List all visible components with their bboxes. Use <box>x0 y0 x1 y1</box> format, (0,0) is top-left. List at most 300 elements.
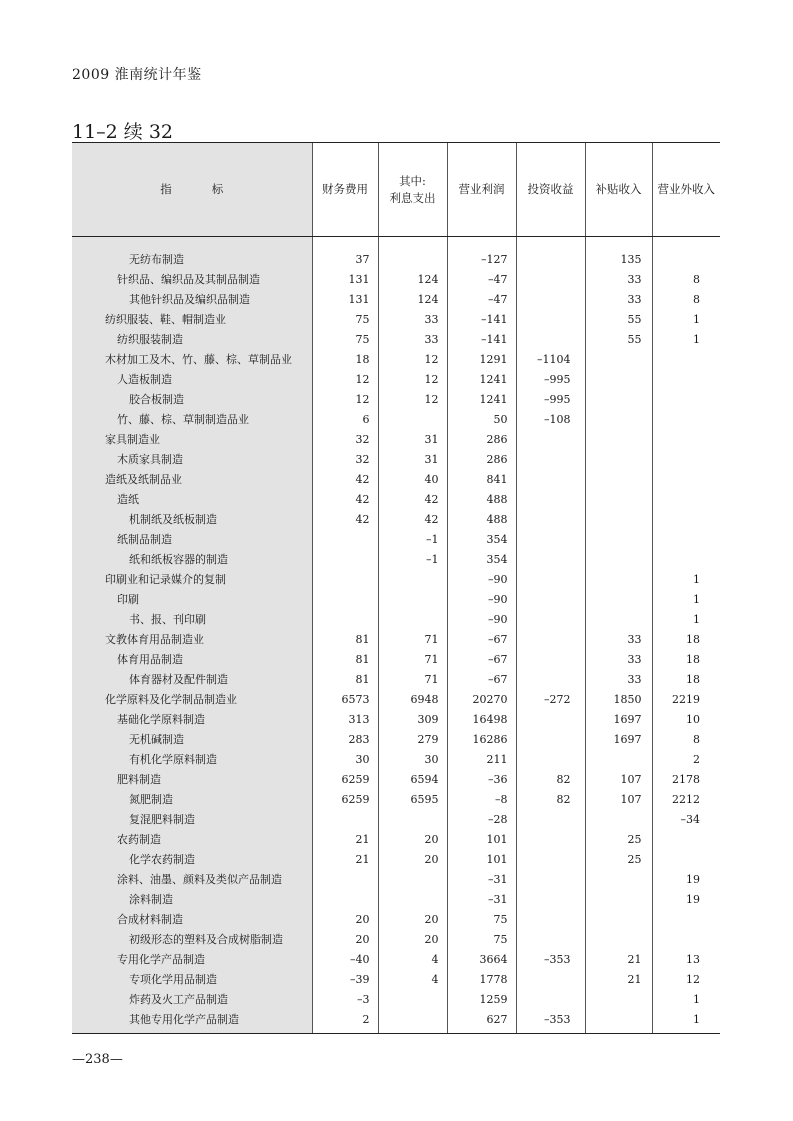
row-value-cell <box>516 809 585 829</box>
row-value-cell: 286 <box>447 429 516 449</box>
row-value-cell: 75 <box>312 329 378 349</box>
row-value-cell: 21 <box>585 969 652 989</box>
row-value-cell: 2212 <box>652 789 720 809</box>
row-value-cell: 13 <box>652 949 720 969</box>
row-value-cell: 71 <box>378 649 447 669</box>
table-row <box>72 809 720 829</box>
row-value-cell: 841 <box>447 469 516 489</box>
row-value-cell: 1778 <box>447 969 516 989</box>
row-value-cell: 20 <box>312 929 378 949</box>
row-value-cell <box>516 969 585 989</box>
row-value-cell: 21 <box>312 829 378 849</box>
row-value-cell <box>585 569 652 589</box>
row-indicator-cell <box>72 769 312 789</box>
row-value-cell <box>585 889 652 909</box>
row-value-cell <box>652 549 720 569</box>
table-row <box>72 789 720 809</box>
row-value-cell <box>585 369 652 389</box>
row-value-cell: 20 <box>378 829 447 849</box>
row-indicator-name: 书、报、刊印刷 <box>129 613 206 626</box>
row-indicator-cell <box>72 569 312 589</box>
row-value-cell <box>516 489 585 509</box>
row-value-cell: –3 <box>312 989 378 1009</box>
row-value-cell <box>378 589 447 609</box>
row-indicator-name: 涂料、油墨、颜料及类似产品制造 <box>117 873 282 886</box>
row-value-cell: 42 <box>378 489 447 509</box>
row-value-cell: –67 <box>447 629 516 649</box>
row-value-cell <box>652 909 720 929</box>
row-value-cell <box>585 389 652 409</box>
table-row <box>72 369 720 389</box>
row-value-cell: 283 <box>312 729 378 749</box>
row-value-cell <box>652 929 720 949</box>
row-indicator-name: 印刷业和记录媒介的复制 <box>105 573 226 586</box>
table-row <box>72 989 720 1009</box>
row-value-cell: 6595 <box>378 789 447 809</box>
table-title: 11–2 续 32 <box>72 121 174 143</box>
row-value-cell: 107 <box>585 789 652 809</box>
table-row <box>72 729 720 749</box>
row-value-cell: 2178 <box>652 769 720 789</box>
row-value-cell: 50 <box>447 409 516 429</box>
row-value-cell: 42 <box>312 469 378 489</box>
row-value-cell: –40 <box>312 949 378 969</box>
row-value-cell <box>516 249 585 269</box>
row-indicator-name: 体育器材及配件制造 <box>129 673 228 686</box>
row-value-cell: 75 <box>447 929 516 949</box>
row-value-cell: 75 <box>312 309 378 329</box>
row-value-cell: 82 <box>516 789 585 809</box>
row-value-cell <box>585 809 652 829</box>
row-value-cell <box>652 829 720 849</box>
row-value-cell: 2 <box>652 749 720 769</box>
row-value-cell: –47 <box>447 289 516 309</box>
row-value-cell <box>312 889 378 909</box>
row-value-cell: 33 <box>585 289 652 309</box>
header-interest-line2: 利息支出 <box>389 190 436 205</box>
row-value-cell: 71 <box>378 669 447 689</box>
row-value-cell: –28 <box>447 809 516 829</box>
row-indicator-cell <box>72 389 312 409</box>
row-indicator-cell <box>72 269 312 289</box>
row-value-cell: 18 <box>312 349 378 369</box>
row-value-cell: 25 <box>585 829 652 849</box>
row-value-cell: –995 <box>516 389 585 409</box>
row-indicator-cell <box>72 349 312 369</box>
row-value-cell <box>585 1009 652 1034</box>
row-value-cell: 71 <box>378 629 447 649</box>
row-value-cell: 8 <box>652 729 720 749</box>
header-operating-profit: 营业利润 <box>447 143 516 237</box>
row-value-cell: 2 <box>312 1009 378 1034</box>
row-value-cell <box>652 449 720 469</box>
row-indicator-cell <box>72 529 312 549</box>
row-value-cell: 1291 <box>447 349 516 369</box>
row-value-cell: 4 <box>378 949 447 969</box>
row-value-cell <box>516 849 585 869</box>
table-row <box>72 429 720 449</box>
row-indicator-cell <box>72 749 312 769</box>
row-value-cell: 81 <box>312 649 378 669</box>
row-value-cell <box>585 529 652 549</box>
row-value-cell: 2219 <box>652 689 720 709</box>
row-value-cell: 309 <box>378 709 447 729</box>
row-value-cell: 1241 <box>447 369 516 389</box>
row-value-cell: –34 <box>652 809 720 829</box>
row-value-cell: 1241 <box>447 389 516 409</box>
row-value-cell: 124 <box>378 269 447 289</box>
row-value-cell <box>516 989 585 1009</box>
row-indicator-cell <box>72 429 312 449</box>
row-value-cell: 1259 <box>447 989 516 1009</box>
row-value-cell: 8 <box>652 269 720 289</box>
row-value-cell: –90 <box>447 609 516 629</box>
row-value-cell: –353 <box>516 1009 585 1034</box>
row-value-cell: –108 <box>516 409 585 429</box>
row-value-cell: 81 <box>312 669 378 689</box>
row-value-cell: 6259 <box>312 789 378 809</box>
table-row <box>72 249 720 269</box>
table-row <box>72 949 720 969</box>
row-value-cell: 42 <box>378 509 447 529</box>
row-indicator-name: 合成材料制造 <box>117 913 183 926</box>
row-value-cell: 31 <box>378 429 447 449</box>
running-head: 2009 淮南统计年鉴 <box>72 67 202 83</box>
table-header-row <box>72 143 720 237</box>
row-value-cell <box>516 929 585 949</box>
row-value-cell <box>378 989 447 1009</box>
row-indicator-cell <box>72 609 312 629</box>
row-value-cell: 33 <box>585 649 652 669</box>
row-value-cell: 19 <box>652 869 720 889</box>
row-value-cell: 6948 <box>378 689 447 709</box>
row-value-cell: 20270 <box>447 689 516 709</box>
table-row <box>72 929 720 949</box>
row-value-cell: 42 <box>312 509 378 529</box>
row-value-cell <box>652 489 720 509</box>
row-indicator-cell <box>72 709 312 729</box>
row-value-cell: 42 <box>312 489 378 509</box>
row-value-cell: 33 <box>378 329 447 349</box>
row-indicator-name: 其他针织品及编织品制造 <box>129 293 250 306</box>
row-indicator-name: 体育用品制造 <box>117 653 183 666</box>
row-value-cell: 20 <box>312 909 378 929</box>
row-value-cell: 33 <box>585 269 652 289</box>
row-value-cell: –1 <box>378 549 447 569</box>
header-indicator-char-2: 标 <box>211 182 224 196</box>
row-value-cell <box>516 669 585 689</box>
row-indicator-name: 造纸及纸制品业 <box>105 473 182 486</box>
row-value-cell: 55 <box>585 309 652 329</box>
row-indicator-cell <box>72 969 312 989</box>
row-indicator-cell <box>72 249 312 269</box>
table-row <box>72 749 720 769</box>
row-value-cell <box>585 489 652 509</box>
row-value-cell <box>585 589 652 609</box>
table-row <box>72 969 720 989</box>
row-value-cell <box>516 329 585 349</box>
table-row <box>72 649 720 669</box>
row-indicator-name: 化学农药制造 <box>129 853 195 866</box>
row-value-cell: 131 <box>312 289 378 309</box>
row-value-cell <box>378 249 447 269</box>
row-value-cell: –36 <box>447 769 516 789</box>
table-row <box>72 609 720 629</box>
row-indicator-cell <box>72 449 312 469</box>
table-row <box>72 389 720 409</box>
table-row <box>72 309 720 329</box>
row-indicator-name: 针织品、编织品及其制品制造 <box>117 273 260 286</box>
row-indicator-name: 木质家具制造 <box>117 453 183 466</box>
row-indicator-name: 专用化学产品制造 <box>117 953 205 966</box>
row-value-cell <box>585 989 652 1009</box>
row-value-cell: 1697 <box>585 709 652 729</box>
row-value-cell <box>652 349 720 369</box>
row-value-cell: 75 <box>447 909 516 929</box>
row-indicator-name: 基础化学原料制造 <box>117 713 205 726</box>
row-value-cell: 6573 <box>312 689 378 709</box>
table-row <box>72 269 720 289</box>
row-value-cell <box>516 629 585 649</box>
row-value-cell <box>516 649 585 669</box>
table-row <box>72 589 720 609</box>
row-indicator-name: 纸和纸板容器的制造 <box>129 553 228 566</box>
table-spacer-row <box>72 237 720 250</box>
row-value-cell: –31 <box>447 869 516 889</box>
row-value-cell: 12 <box>378 349 447 369</box>
row-indicator-name: 胶合板制造 <box>129 393 184 406</box>
table-row <box>72 709 720 729</box>
row-value-cell <box>516 889 585 909</box>
row-value-cell <box>312 609 378 629</box>
row-value-cell: 19 <box>652 889 720 909</box>
table-row <box>72 769 720 789</box>
row-value-cell <box>516 749 585 769</box>
row-value-cell <box>378 409 447 429</box>
row-indicator-cell <box>72 369 312 389</box>
row-value-cell: –39 <box>312 969 378 989</box>
row-value-cell: 12 <box>378 369 447 389</box>
row-value-cell: 21 <box>312 849 378 869</box>
row-value-cell: 3664 <box>447 949 516 969</box>
row-indicator-cell <box>72 509 312 529</box>
row-value-cell: 101 <box>447 849 516 869</box>
row-value-cell <box>585 909 652 929</box>
row-indicator-name: 专项化学用品制造 <box>129 973 217 986</box>
row-value-cell: 12 <box>378 389 447 409</box>
row-value-cell: 101 <box>447 829 516 849</box>
row-indicator-cell <box>72 729 312 749</box>
row-value-cell: –1 <box>378 529 447 549</box>
row-value-cell <box>652 429 720 449</box>
row-indicator-cell <box>72 909 312 929</box>
row-indicator-cell <box>72 649 312 669</box>
table-row <box>72 289 720 309</box>
row-value-cell: 627 <box>447 1009 516 1034</box>
row-indicator-name: 竹、藤、棕、草制制造品业 <box>117 413 249 426</box>
row-value-cell: 279 <box>378 729 447 749</box>
row-value-cell <box>312 809 378 829</box>
row-indicator-cell <box>72 589 312 609</box>
row-indicator-cell <box>72 989 312 1009</box>
row-indicator-name: 造纸 <box>117 493 139 506</box>
row-indicator-name: 肥料制造 <box>117 773 161 786</box>
row-value-cell: 354 <box>447 549 516 569</box>
row-value-cell: 1 <box>652 569 720 589</box>
row-value-cell: –90 <box>447 589 516 609</box>
row-value-cell <box>652 509 720 529</box>
row-indicator-cell <box>72 409 312 429</box>
row-indicator-cell <box>72 849 312 869</box>
row-value-cell: 1 <box>652 609 720 629</box>
row-value-cell: 313 <box>312 709 378 729</box>
table-row <box>72 409 720 429</box>
row-value-cell <box>378 869 447 889</box>
header-indicator <box>72 143 312 237</box>
table-row <box>72 629 720 649</box>
row-value-cell <box>585 469 652 489</box>
row-value-cell <box>516 469 585 489</box>
row-value-cell: 18 <box>652 649 720 669</box>
row-value-cell: 12 <box>312 369 378 389</box>
row-value-cell: 20 <box>378 849 447 869</box>
row-indicator-cell <box>72 929 312 949</box>
row-value-cell <box>312 869 378 889</box>
row-value-cell <box>516 869 585 889</box>
row-indicator-cell <box>72 869 312 889</box>
row-indicator-name: 纺织服装制造 <box>117 333 183 346</box>
row-indicator-cell <box>72 949 312 969</box>
header-non-operating-income: 营业外收入 <box>652 143 720 237</box>
row-indicator-cell <box>72 309 312 329</box>
row-value-cell <box>652 389 720 409</box>
table-row <box>72 449 720 469</box>
row-value-cell: 131 <box>312 269 378 289</box>
row-value-cell <box>516 709 585 729</box>
header-interest-line1: 其中: <box>399 173 426 188</box>
row-indicator-cell <box>72 329 312 349</box>
row-value-cell <box>652 409 720 429</box>
row-value-cell: 1850 <box>585 689 652 709</box>
header-subsidy-income: 补贴收入 <box>585 143 652 237</box>
row-indicator-name: 无纺布制造 <box>129 253 184 266</box>
row-indicator-name: 家具制造业 <box>105 433 160 446</box>
row-value-cell: –141 <box>447 329 516 349</box>
row-indicator-name: 机制纸及纸板制造 <box>129 513 217 526</box>
table-row <box>72 849 720 869</box>
row-value-cell: 8 <box>652 289 720 309</box>
row-value-cell <box>516 529 585 549</box>
row-value-cell: 40 <box>378 469 447 489</box>
header-interest-expense <box>378 143 447 237</box>
row-value-cell <box>312 589 378 609</box>
table-row <box>72 829 720 849</box>
row-value-cell <box>378 609 447 629</box>
table-row <box>72 469 720 489</box>
row-value-cell: 6259 <box>312 769 378 789</box>
row-value-cell: 30 <box>378 749 447 769</box>
row-value-cell: 354 <box>447 529 516 549</box>
row-indicator-name: 有机化学原料制造 <box>129 753 217 766</box>
row-value-cell: 211 <box>447 749 516 769</box>
row-indicator-name: 纺织服装、鞋、帽制造业 <box>105 313 226 326</box>
row-value-cell <box>312 569 378 589</box>
row-indicator-name: 无机碱制造 <box>129 733 184 746</box>
table-row <box>72 889 720 909</box>
row-indicator-name: 纸制品制造 <box>117 533 172 546</box>
row-value-cell <box>516 509 585 529</box>
row-value-cell <box>585 929 652 949</box>
row-indicator-cell <box>72 889 312 909</box>
row-value-cell: 33 <box>585 669 652 689</box>
row-indicator-cell <box>72 629 312 649</box>
header-investment-income: 投资收益 <box>516 143 585 237</box>
row-indicator-name: 其他专用化学产品制造 <box>129 1013 239 1026</box>
row-value-cell <box>312 529 378 549</box>
row-value-cell: 33 <box>585 629 652 649</box>
row-value-cell: 21 <box>585 949 652 969</box>
row-indicator-name: 化学原料及化学制品制造业 <box>105 693 237 706</box>
row-indicator-cell <box>72 1009 312 1034</box>
row-value-cell: 1697 <box>585 729 652 749</box>
row-value-cell: 1 <box>652 989 720 1009</box>
row-value-cell <box>516 549 585 569</box>
row-indicator-name: 木材加工及木、竹、藤、棕、草制品业 <box>105 353 292 366</box>
row-value-cell <box>378 889 447 909</box>
page-number: —238— <box>72 1052 123 1067</box>
row-value-cell <box>652 469 720 489</box>
row-value-cell: –141 <box>447 309 516 329</box>
row-value-cell: 1 <box>652 589 720 609</box>
row-value-cell: 31 <box>378 449 447 469</box>
row-indicator-name: 涂料制造 <box>129 893 173 906</box>
row-value-cell <box>516 289 585 309</box>
row-value-cell <box>652 849 720 869</box>
row-value-cell <box>378 809 447 829</box>
row-value-cell: 6 <box>312 409 378 429</box>
row-indicator-name: 炸药及火工产品制造 <box>129 993 228 1006</box>
row-indicator-name: 复混肥料制造 <box>129 813 195 826</box>
header-indicator-char-1: 指 <box>160 182 172 196</box>
row-value-cell: 12 <box>652 969 720 989</box>
row-value-cell <box>585 869 652 889</box>
row-indicator-name: 农药制造 <box>117 833 161 846</box>
table-row <box>72 669 720 689</box>
row-indicator-cell <box>72 469 312 489</box>
row-indicator-name: 印刷 <box>117 593 139 606</box>
table-row <box>72 549 720 569</box>
row-value-cell: 135 <box>585 249 652 269</box>
row-value-cell: 286 <box>447 449 516 469</box>
row-indicator-cell <box>72 789 312 809</box>
table-row <box>72 509 720 529</box>
row-value-cell <box>516 429 585 449</box>
table-row <box>72 1009 720 1034</box>
row-value-cell: 33 <box>378 309 447 329</box>
row-indicator-cell <box>72 669 312 689</box>
row-value-cell <box>516 609 585 629</box>
row-value-cell: 4 <box>378 969 447 989</box>
row-value-cell <box>585 449 652 469</box>
row-value-cell: –47 <box>447 269 516 289</box>
row-value-cell: 1 <box>652 329 720 349</box>
row-value-cell: 16498 <box>447 709 516 729</box>
row-value-cell <box>312 549 378 569</box>
row-value-cell <box>516 729 585 749</box>
row-value-cell <box>516 449 585 469</box>
row-indicator-cell <box>72 549 312 569</box>
row-value-cell <box>585 429 652 449</box>
